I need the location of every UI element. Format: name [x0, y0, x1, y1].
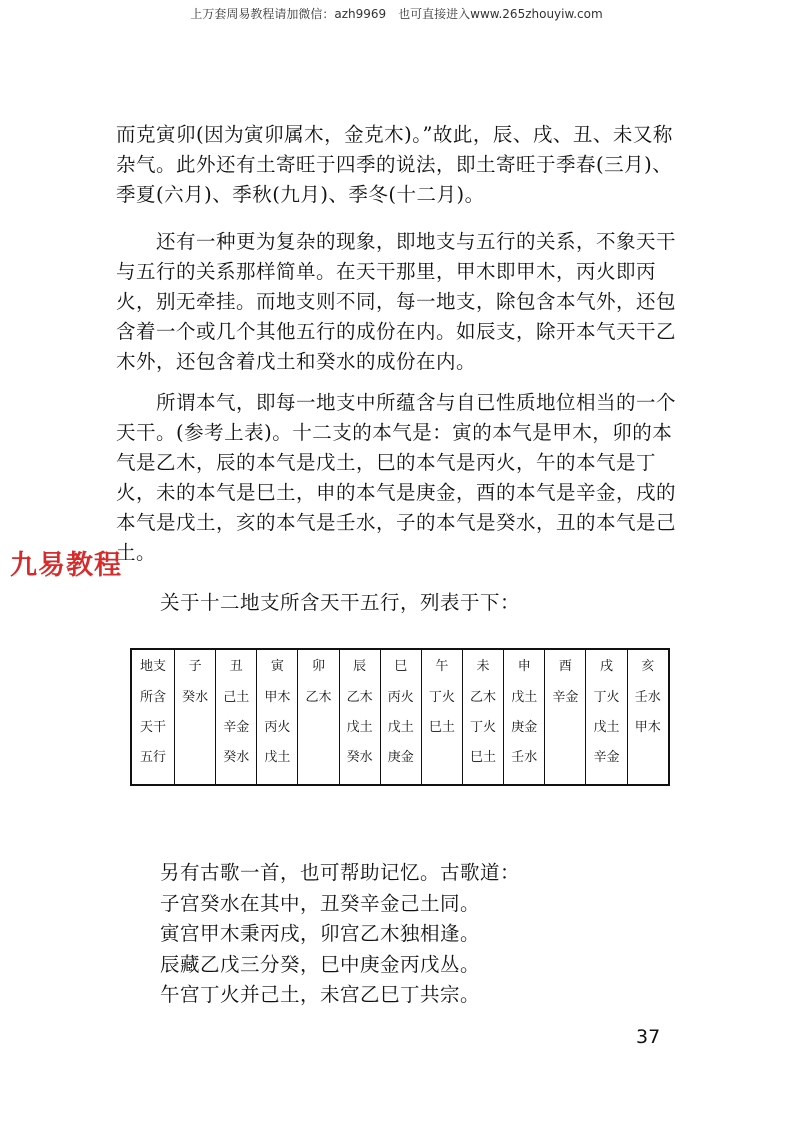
branch-cell: 未 — [476, 659, 490, 674]
paragraph-4: 关于十二地支所含天干五行，列表于下： — [160, 591, 521, 614]
stem-cell: 甲木 — [634, 720, 661, 735]
branch-stem-table — [130, 648, 670, 786]
branch-cell: 丑 — [229, 659, 243, 674]
branch-cell: 亥 — [641, 659, 655, 674]
stem-cell: 丁火 — [593, 690, 620, 705]
branch-cell: 子 — [188, 659, 202, 674]
branch-cell: 申 — [517, 659, 531, 674]
stem-cell: 戊土 — [593, 720, 620, 735]
branch-column — [586, 649, 627, 785]
stem-cell: 癸水 — [346, 750, 373, 765]
stem-cell: 巳土 — [428, 720, 455, 735]
branch-column — [504, 649, 545, 785]
stem-cell: 壬水 — [634, 690, 661, 705]
stem-cell: 庚金 — [387, 750, 414, 765]
branch-column — [298, 649, 339, 785]
branch-cell: 寅 — [270, 659, 284, 674]
stem-cell: 巳土 — [470, 750, 497, 765]
stem-cell: 丁火 — [428, 690, 455, 705]
poem-line: 子宫癸水在其中，丑癸辛金己土同。 — [160, 891, 481, 915]
stem-cell: 戊土 — [511, 690, 538, 705]
row-label-cell: 五行 — [139, 750, 166, 765]
branch-column — [545, 649, 586, 785]
stem-cell: 癸水 — [223, 750, 250, 765]
stem-cell: 乙木 — [470, 690, 497, 705]
poem — [160, 858, 520, 1011]
branch-cell: 酉 — [558, 659, 572, 674]
page-header: 上万套周易教程请加微信：azh9969 也可直接进入www.265zhouyiw.com — [190, 7, 603, 21]
paragraph-3: 所谓本气，即每一地支中所蕴含与自已性质地位相当的一个天干。(参考上表)。十二支的本气是：寅的本气是甲木，卯的本气是乙木，辰的本气是戊土，巳的本气是丙火，午的本气是丁火，未的本气是巳土，申的本气是庚金，酉的本气是辛金，戌的本气是戊土，亥的本气是壬水，子的本气是癸水，丑的本气是己土。 — [116, 391, 677, 564]
poem-line: 寅宫甲木秉丙戌，卯宫乙木独相逢。 — [160, 922, 481, 945]
table-row — [131, 649, 669, 785]
branch-column — [175, 649, 216, 785]
stem-cell: 丙火 — [387, 690, 414, 705]
branch-cell: 辰 — [353, 659, 367, 674]
page-number: 37 — [636, 1026, 661, 1048]
paragraph-1: 而克寅卯(因为寅卯属木，金克木)。”故此，辰、戌、丑、未又称杂气。此外还有土寄旺于四季的说法，即土寄旺于季春(三月)、季夏(六月)、季秋(九月)、季冬(十二月)。 — [116, 123, 673, 206]
branch-column — [627, 649, 669, 785]
stem-cell: 戊土 — [346, 720, 373, 735]
stem-cell: 甲木 — [264, 690, 291, 705]
stem-cell: 辛金 — [593, 750, 620, 765]
branch-column — [257, 649, 298, 785]
branch-cell: 巳 — [394, 659, 408, 674]
poem-line: 另有古歌一首，也可帮助记忆。古歌道： — [160, 861, 521, 884]
stem-cell: 丁火 — [470, 720, 497, 735]
branch-column — [380, 649, 421, 785]
row-label-cell: 所含 — [139, 690, 166, 705]
poem-line: 午宫丁火并己土，未宫乙巳丁共宗。 — [160, 983, 481, 1006]
branch-cell: 午 — [435, 659, 449, 674]
poem-line: 辰藏乙戊三分癸，巳中庚金丙戊丛。 — [160, 952, 481, 976]
stem-cell: 戊土 — [264, 750, 291, 765]
branch-column — [421, 649, 462, 785]
table-row-label — [131, 649, 175, 785]
stem-cell: 辛金 — [552, 690, 579, 705]
stem-cell: 乙木 — [305, 690, 332, 705]
branch-column — [216, 649, 257, 785]
stem-cell: 戊土 — [387, 720, 414, 735]
branch-column — [462, 649, 503, 785]
branch-cell: 卯 — [311, 659, 325, 674]
branch-column — [339, 649, 380, 785]
watermark: 九易教程 — [10, 550, 122, 581]
row-label-cell: 天干 — [139, 720, 166, 735]
paragraph-2: 还有一种更为复杂的现象，即地支与五行的关系，不象天干与五行的关系那样简单。在天干那里，甲木即甲木，丙火即丙火，别无牵挂。而地支则不同，每一地支，除包含本气外，还包含着一个或几个其他五行的成份在内。如辰支，除开本气天干乙木外，还包含着戊土和癸水的成份在内。 — [116, 230, 677, 373]
stem-cell: 庚金 — [511, 720, 538, 735]
branch-cell: 戌 — [599, 659, 613, 674]
stem-cell: 乙木 — [346, 690, 373, 705]
stem-cell: 辛金 — [223, 720, 250, 735]
stem-cell: 癸水 — [182, 690, 209, 705]
row-label-cell: 地支 — [139, 659, 166, 674]
stem-cell: 丙火 — [264, 720, 291, 735]
stem-cell: 己土 — [223, 690, 250, 705]
stem-cell: 壬水 — [511, 750, 538, 765]
